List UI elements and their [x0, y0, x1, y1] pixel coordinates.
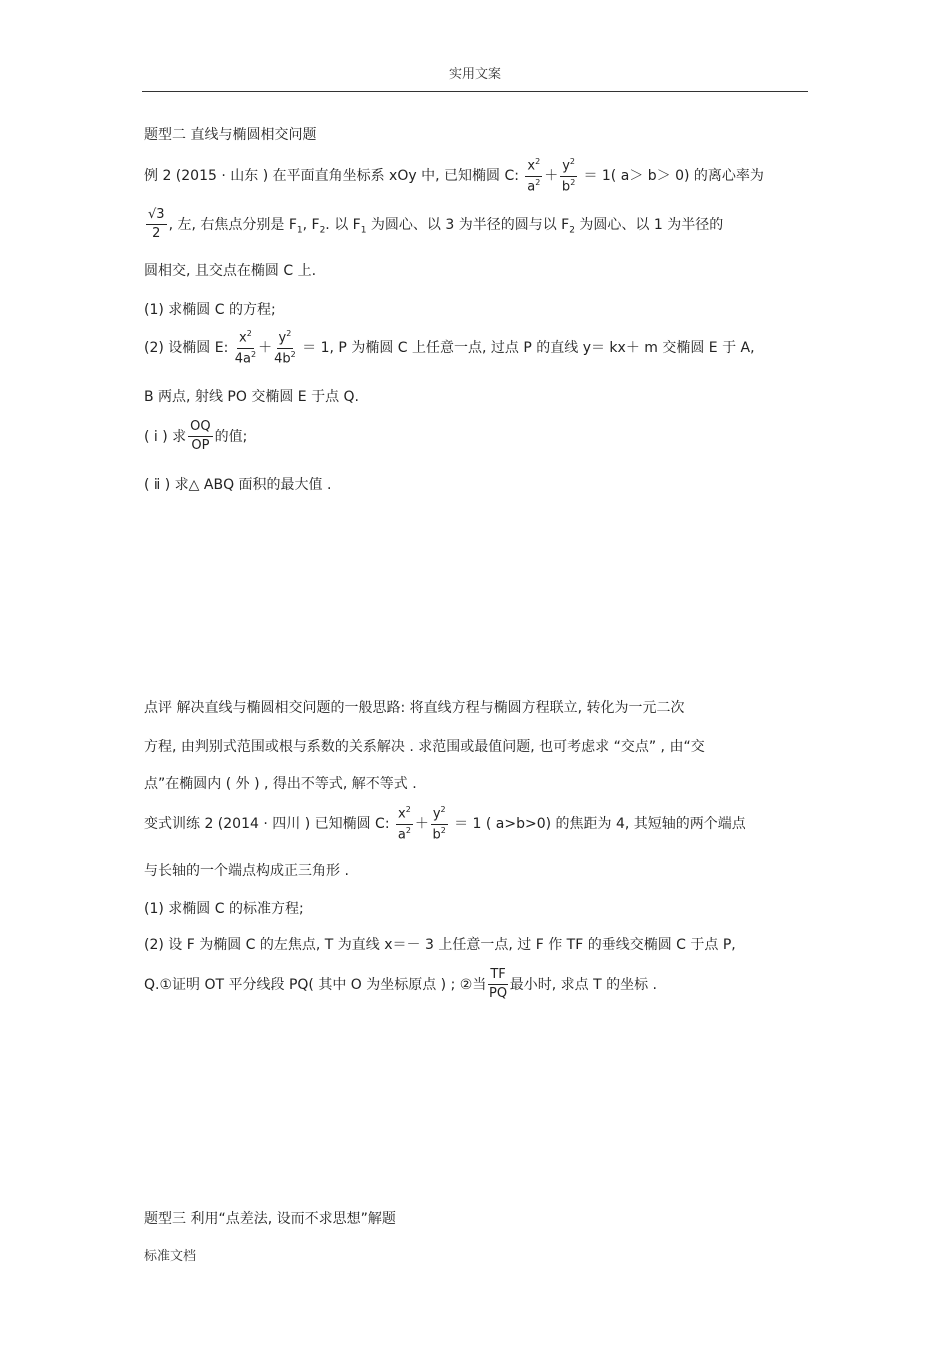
variant2-line2: 与长轴的一个端点构成正三角形 .: [144, 863, 349, 879]
fraction-x2-over-a2-variant: $\frac{x^2}{a^2}$: [397, 805, 411, 842]
comment-line2: 方程, 由判别式范围或根与系数的关系解决 . 求范围或最值问题, 也可考虑求 “交点” , 由“交: [144, 739, 705, 755]
fraction-x2-over-a2: $\frac{x^2}{a^2}$: [527, 157, 541, 194]
example2-question2-line2: B 两点, 射线 PO 交椭圆 E 于点 Q.: [144, 389, 359, 405]
example2-line2: $\frac{√3}{2}$ , 左, 右焦点分别是 $F_1$, $F_2$. 以 $F_1$ 为圆心、以 3 为半径的圆与以 $F_2$ 为圆心、以 1 为半径的: [148, 207, 724, 242]
fraction-TF-over-PQ: $\frac{TF}{PQ}$: [489, 967, 508, 1002]
variant2-question2: (2) 设 F 为椭圆 C 的左焦点, T 为直线 x＝－ 3 上任意一点, 过 F 作 TF 的垂线交椭圆 C 于点 P,: [144, 937, 736, 953]
page-footer: 标准文档: [144, 1249, 197, 1264]
plus-sign: ＋: [544, 168, 559, 185]
page-header: 实用文案: [448, 67, 501, 82]
variant2-question2-line2: Q.①证明 OT 平分线段 PQ( 其中 O 为坐标原点 ) ; ②当 $\frac{TF}{PQ}$ 最小时, 求点 T 的坐标 .: [144, 967, 658, 1002]
example2-line1-text-a: 例 2 (2015 · 山东 ) 在平面直角坐标系 xOy 中, 已知椭圆 C:: [144, 168, 519, 185]
fraction-OQ-over-OP: $\frac{OQ}{OP}$: [190, 419, 211, 454]
example2-question2: (2) 设椭圆 E: $\frac{x^2}{4a^2}$ ＋ $\frac{y^2}{4b^2}$ ＝ 1, P 为椭圆 C 上任意一点, 过点 P 的直线 y＝ kx＋ m 交椭圆 E 于 A,: [144, 329, 755, 366]
example2-line3: 圆相交, 且交点在椭圆 C 上.: [144, 263, 317, 279]
fraction-y2-over-b2-variant: $\frac{y^2}{b^2}$: [432, 805, 446, 842]
fraction-y2-over-4b2: $\frac{y^2}{4b^2}$: [274, 329, 296, 366]
example2-question1: (1) 求椭圆 C 的方程;: [144, 302, 276, 318]
variant2-question1: (1) 求椭圆 C 的标准方程;: [144, 901, 304, 917]
example2-line2-text-b: , 左, 右焦点分别是 F: [168, 216, 297, 233]
example2-question2-i: ( ⅰ ) 求 $\frac{OQ}{OP}$ 的值;: [144, 419, 248, 454]
comment-line1: 点评 解决直线与椭圆相交问题的一般思路: 将直线方程与椭圆方程联立, 转化为一元二次: [144, 700, 685, 716]
example2-line1-text-b: ＝ 1( a＞ b＞ 0) 的离心率为: [583, 168, 764, 185]
header-rule: [142, 91, 808, 92]
variant2-line1: 变式训练 2 (2014 · 四川 ) 已知椭圆 C: $\frac{x^2}{a^2}$ ＋ $\frac{y^2}{b^2}$ ＝ 1 ( a>b>0) 的焦距为 4, 其短轴的两个端点: [144, 805, 746, 842]
fraction-y2-over-b2: $\frac{y^2}{b^2}$: [561, 157, 576, 194]
fraction-x2-over-4a2: $\frac{x^2}{4a^2}$: [234, 329, 257, 366]
example2-question2-ii: ( ⅱ ) 求△ ABQ 面积的最大值 .: [144, 477, 332, 493]
fraction-root3-over-2: $\frac{√3}{2}$: [148, 207, 165, 242]
section-title-3: 题型三 利用“点差法, 设而不求思想”解题: [144, 1211, 396, 1227]
example2-line1: [144, 158, 764, 194]
comment-line3: 点”在椭圆内 ( 外 ) , 得出不等式, 解不等式 .: [144, 776, 417, 792]
section-title-2: 题型二 直线与椭圆相交问题: [144, 127, 317, 143]
